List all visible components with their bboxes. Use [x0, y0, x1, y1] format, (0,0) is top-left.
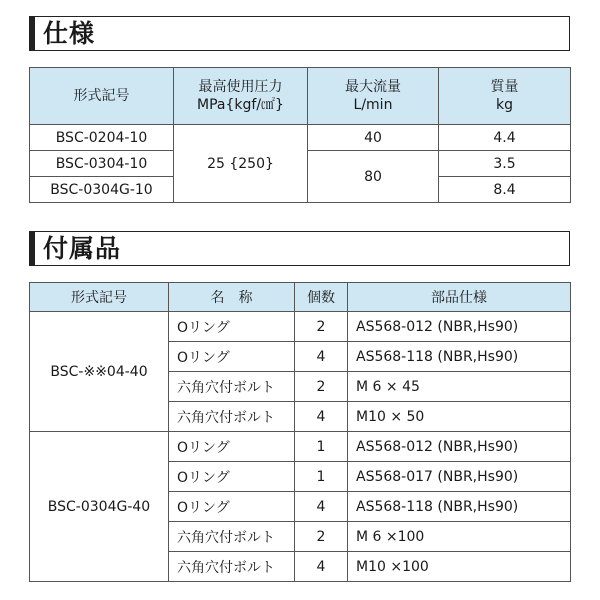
spec-mass-cell: 8.4: [439, 177, 571, 203]
spec-row: [30, 125, 571, 151]
accessory-header-model: 形式記号: [30, 283, 169, 312]
spec-flow-cell: 80: [308, 151, 439, 203]
accessory-header-row: [30, 283, 571, 312]
accessory-model-cell: BSC-※※04-40: [30, 312, 169, 432]
spec-flow-cell: 40: [308, 125, 439, 151]
spec-section-heading: [29, 16, 570, 51]
heading-bar: [29, 231, 35, 266]
spec-header-flow-unit: L/min: [353, 97, 393, 113]
accessory-spec-cell: AS568-118 (NBR,Hs90): [348, 342, 571, 372]
accessory-row: [30, 432, 571, 462]
accessory-qty-cell: 1: [295, 462, 348, 492]
accessory-name-cell: 六角穴付ボルト: [169, 372, 295, 402]
accessory-section-heading: [29, 231, 570, 266]
accessory-name-cell: Oリング: [169, 312, 295, 342]
accessory-model-cell: BSC-0304G-40: [30, 432, 169, 582]
heading-bar: [29, 16, 35, 51]
accessory-name-cell: 六角穴付ボルト: [169, 552, 295, 582]
accessory-qty-cell: 2: [295, 522, 348, 552]
spec-header-mass-unit: kg: [496, 97, 513, 113]
accessory-qty-cell: 2: [295, 312, 348, 342]
spec-table: [29, 67, 571, 203]
accessory-qty-cell: 4: [295, 342, 348, 372]
accessory-header-qty: 個数: [295, 283, 348, 312]
accessory-qty-cell: 2: [295, 372, 348, 402]
spec-model-cell: BSC-0304-10: [30, 151, 174, 177]
spec-header-pressure-label: 最高使用圧力: [198, 79, 283, 95]
accessory-name-cell: Oリング: [169, 462, 295, 492]
spec-header-pressure-unit: MPa{kgf/㎠}: [197, 97, 284, 113]
accessory-header-name: 名 称: [169, 283, 295, 312]
accessory-spec-cell: AS568-012 (NBR,Hs90): [348, 432, 571, 462]
accessory-qty-cell: 4: [295, 552, 348, 582]
accessory-qty-cell: 4: [295, 492, 348, 522]
spec-header-model: 形式記号: [30, 68, 174, 125]
accessory-name-cell: Oリング: [169, 432, 295, 462]
spec-header-mass: [439, 68, 571, 125]
spec-section-title: 仕様: [43, 19, 96, 48]
spec-model-cell: BSC-0204-10: [30, 125, 174, 151]
accessory-spec-cell: AS568-017 (NBR,Hs90): [348, 462, 571, 492]
accessory-spec-cell: AS568-012 (NBR,Hs90): [348, 312, 571, 342]
accessory-qty-cell: 4: [295, 402, 348, 432]
accessory-spec-cell: AS568-118 (NBR,Hs90): [348, 492, 571, 522]
accessory-section-title: 付属品: [43, 234, 122, 263]
spec-mass-cell: 3.5: [439, 151, 571, 177]
accessory-table: [29, 282, 571, 582]
spec-header-flow: [308, 68, 439, 125]
accessory-spec-cell: M 6 × 45: [348, 372, 571, 402]
accessory-name-cell: Oリング: [169, 342, 295, 372]
spec-header-flow-label: 最大流量: [345, 79, 401, 95]
accessory-name-cell: 六角穴付ボルト: [169, 522, 295, 552]
spec-mass-cell: 4.4: [439, 125, 571, 151]
accessory-spec-cell: M 6 ×100: [348, 522, 571, 552]
accessory-spec-cell: M10 ×100: [348, 552, 571, 582]
accessory-name-cell: 六角穴付ボルト: [169, 402, 295, 432]
spec-header-row: [30, 68, 571, 125]
spec-pressure-cell: 25 {250}: [174, 125, 308, 203]
spec-header-pressure: [174, 68, 308, 125]
accessory-qty-cell: 1: [295, 432, 348, 462]
accessory-header-spec: 部品仕様: [348, 283, 571, 312]
accessory-name-cell: Oリング: [169, 492, 295, 522]
accessory-spec-cell: M10 × 50: [348, 402, 571, 432]
accessory-row: [30, 312, 571, 342]
spec-header-mass-label: 質量: [490, 79, 519, 95]
spec-model-cell: BSC-0304G-10: [30, 177, 174, 203]
